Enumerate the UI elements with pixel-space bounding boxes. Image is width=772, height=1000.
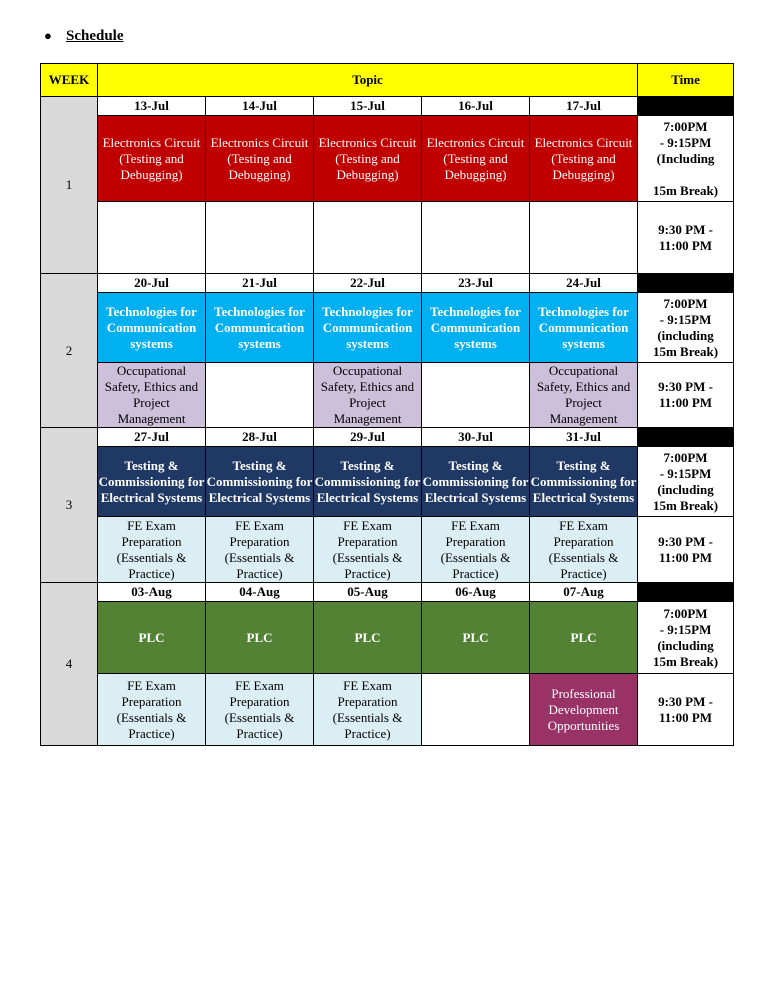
time-line: (including: [657, 637, 714, 653]
session2-topic: FE Exam Preparation (Essentials & Practice): [206, 517, 314, 583]
session2-time: [638, 363, 734, 428]
session1-topic: Electronics Circuit (Testing and Debugging): [530, 116, 638, 202]
session1-topic: PLC: [422, 602, 530, 674]
date-cell: 30-Jul: [422, 428, 530, 447]
session1-topic: PLC: [314, 602, 422, 674]
session2-row: [41, 674, 734, 746]
heading-title: Schedule: [66, 28, 124, 44]
date-cell: 24-Jul: [530, 274, 638, 293]
time-line: 11:00 PM: [658, 549, 713, 565]
time-line: - 9:15PM: [659, 134, 712, 150]
date-cell: 22-Jul: [314, 274, 422, 293]
time-line: 11:00 PM: [658, 237, 713, 253]
session2-time: [638, 674, 734, 746]
schedule-table: [40, 63, 734, 746]
date-cell: 16-Jul: [422, 97, 530, 116]
time-line: 9:30 PM -: [658, 533, 713, 549]
session2-topic: Occupational Safety, Ethics and Project Management: [98, 363, 206, 428]
date-cell: 15-Jul: [314, 97, 422, 116]
session2-topic: Occupational Safety, Ethics and Project Management: [314, 363, 422, 428]
schedule-heading: [44, 28, 124, 45]
session2-topic: Professional Development Opportunities: [530, 674, 638, 746]
session1-time: [638, 116, 734, 202]
time-line: - 9:15PM: [659, 621, 712, 637]
session1-row: [41, 602, 734, 674]
session1-time: [638, 447, 734, 517]
session1-topic: Technologies for Communication systems: [206, 293, 314, 363]
time-line: (including: [657, 481, 714, 497]
time-line: 11:00 PM: [658, 709, 713, 725]
session1-row: [41, 447, 734, 517]
date-cell: 17-Jul: [530, 97, 638, 116]
session1-time: [638, 602, 734, 674]
session1-topic: Electronics Circuit (Testing and Debugging): [98, 116, 206, 202]
date-cell: 03-Aug: [98, 583, 206, 602]
session1-topic: PLC: [530, 602, 638, 674]
date-cell: 06-Aug: [422, 583, 530, 602]
date-cell: 28-Jul: [206, 428, 314, 447]
session2-topic: [314, 202, 422, 274]
date-row: [41, 583, 734, 602]
time-line: (including: [657, 327, 714, 343]
session1-topic: Technologies for Communication systems: [530, 293, 638, 363]
session2-topic: [530, 202, 638, 274]
session1-topic: Electronics Circuit (Testing and Debugging): [422, 116, 530, 202]
time-line: 9:30 PM -: [658, 221, 713, 237]
time-line: 9:30 PM -: [658, 693, 713, 709]
time-header: Time: [638, 64, 734, 97]
session2-time: [638, 517, 734, 583]
date-cell: 04-Aug: [206, 583, 314, 602]
session2-row: [41, 517, 734, 583]
date-cell: 27-Jul: [98, 428, 206, 447]
date-cell: 14-Jul: [206, 97, 314, 116]
date-row: [41, 428, 734, 447]
session1-topic: Testing & Commissioning for Electrical Systems: [314, 447, 422, 517]
session2-row: [41, 363, 734, 428]
date-cell: 23-Jul: [422, 274, 530, 293]
header-row: [41, 64, 734, 97]
time-line: 7:00PM: [663, 295, 708, 311]
session2-topic: FE Exam Preparation (Essentials & Practice): [98, 517, 206, 583]
date-row: [41, 97, 734, 116]
session1-topic: Testing & Commissioning for Electrical Systems: [422, 447, 530, 517]
week-number: 4: [41, 583, 98, 746]
session1-topic: PLC: [206, 602, 314, 674]
session2-topic: FE Exam Preparation (Essentials & Practice): [422, 517, 530, 583]
week-number: 3: [41, 428, 98, 583]
session1-row: [41, 116, 734, 202]
time-spacer: [638, 428, 734, 447]
session2-topic: FE Exam Preparation (Essentials & Practice): [314, 674, 422, 746]
session1-topic: Testing & Commissioning for Electrical Systems: [206, 447, 314, 517]
session1-topic: PLC: [98, 602, 206, 674]
time-line: 7:00PM: [663, 449, 708, 465]
date-cell: 29-Jul: [314, 428, 422, 447]
session2-time: [638, 202, 734, 274]
time-line: [638, 167, 733, 183]
session1-topic: Electronics Circuit (Testing and Debugging): [314, 116, 422, 202]
time-spacer: [638, 274, 734, 293]
session1-topic: Testing & Commissioning for Electrical Systems: [98, 447, 206, 517]
bullet-icon: ●: [44, 28, 52, 43]
date-cell: 21-Jul: [206, 274, 314, 293]
time-line: 9:30 PM -: [658, 379, 713, 394]
session2-topic: FE Exam Preparation (Essentials & Practice): [206, 674, 314, 746]
session2-topic: FE Exam Preparation (Essentials & Practice): [530, 517, 638, 583]
session1-topic: Technologies for Communication systems: [98, 293, 206, 363]
time-line: 11:00 PM: [658, 395, 713, 410]
session1-topic: Technologies for Communication systems: [314, 293, 422, 363]
time-line: 15m Break): [652, 343, 719, 359]
session2-topic: [206, 363, 314, 428]
session2-topic: [98, 202, 206, 274]
session1-topic: Technologies for Communication systems: [422, 293, 530, 363]
time-spacer: [638, 583, 734, 602]
time-spacer: [638, 97, 734, 116]
date-cell: 13-Jul: [98, 97, 206, 116]
session2-topic: FE Exam Preparation (Essentials & Practice): [98, 674, 206, 746]
time-line: 15m Break): [652, 653, 719, 669]
date-cell: 31-Jul: [530, 428, 638, 447]
time-line: - 9:15PM: [659, 465, 712, 481]
session1-topic: Testing & Commissioning for Electrical Systems: [530, 447, 638, 517]
topic-header: Topic: [98, 64, 638, 97]
session2-topic: [422, 363, 530, 428]
date-cell: 20-Jul: [98, 274, 206, 293]
session2-topic: FE Exam Preparation (Essentials & Practice): [314, 517, 422, 583]
week-number: 1: [41, 97, 98, 274]
time-line: 15m Break): [652, 182, 719, 198]
time-line: (Including: [656, 150, 715, 166]
date-row: [41, 274, 734, 293]
session2-row: [41, 202, 734, 274]
time-line: 7:00PM: [663, 118, 708, 134]
session1-time: [638, 293, 734, 363]
time-line: 15m Break): [652, 497, 719, 513]
time-line: 7:00PM: [663, 605, 708, 621]
date-cell: 07-Aug: [530, 583, 638, 602]
date-cell: 05-Aug: [314, 583, 422, 602]
time-line: - 9:15PM: [659, 311, 712, 327]
session2-topic: [206, 202, 314, 274]
session2-topic: Occupational Safety, Ethics and Project Management: [530, 363, 638, 428]
week-number: 2: [41, 274, 98, 428]
session2-topic: [422, 202, 530, 274]
session1-row: [41, 293, 734, 363]
session1-topic: Electronics Circuit (Testing and Debugging): [206, 116, 314, 202]
week-header: WEEK: [41, 64, 98, 97]
session2-topic: [422, 674, 530, 746]
